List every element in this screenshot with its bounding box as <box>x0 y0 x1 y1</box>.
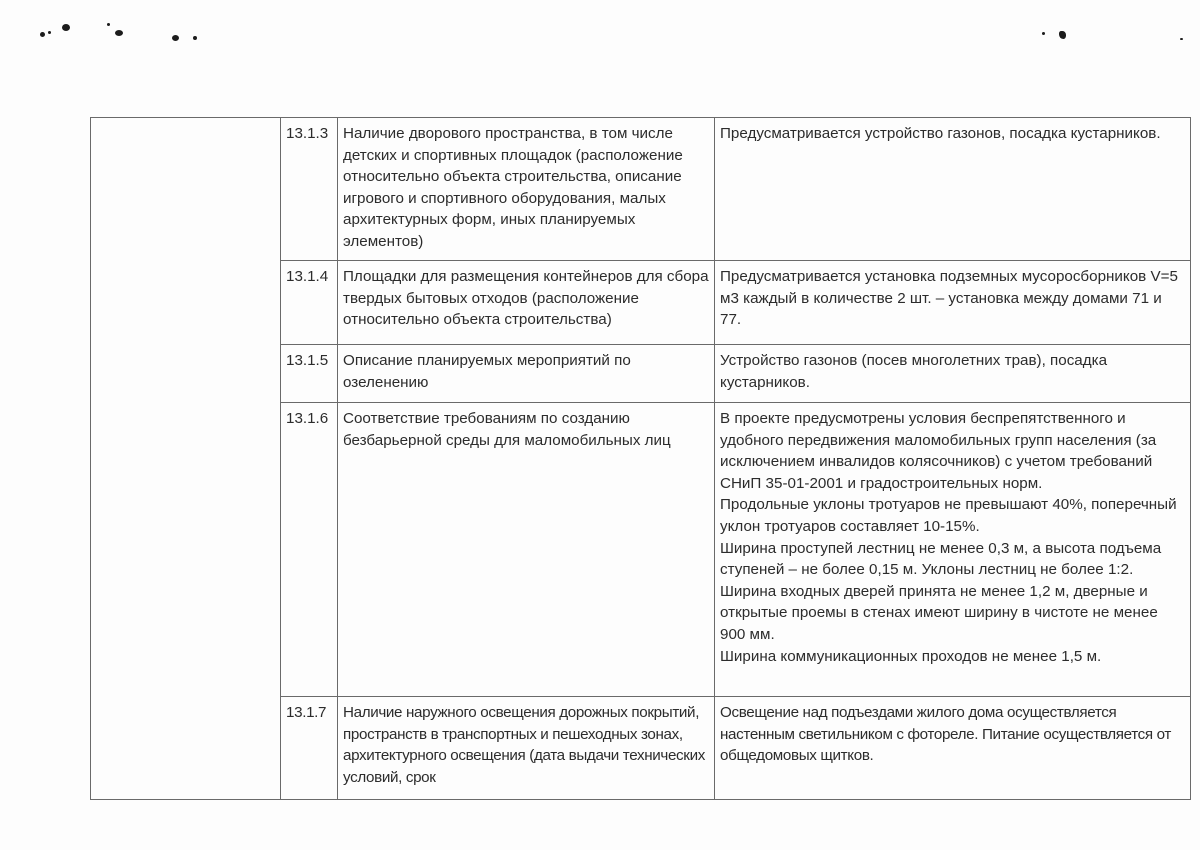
item-value <box>715 345 1191 403</box>
scan-speck <box>48 31 51 34</box>
item-description: Наличие наружного освещения дорожных покрытий, пространств в транспортных и пешеходных зонах, архитектурного освещения (дата выдачи технических условий, срок <box>338 697 715 800</box>
table-row <box>91 118 1191 261</box>
item-number: 13.1.3 <box>281 118 338 261</box>
scan-speck <box>115 30 123 36</box>
value-line: Освещение над подъездами жилого дома осуществляется настенным светильником с фотореле. Питание осуществляется от общедомовых щитков. <box>720 704 1172 765</box>
scan-speck <box>40 32 45 37</box>
value-line: Предусматривается устройство газонов, посадка кустарников. <box>720 125 1161 142</box>
item-number: 13.1.4 <box>281 261 338 345</box>
item-number: 13.1.5 <box>281 345 338 403</box>
value-line: Ширина коммуникационных проходов не менее 1,5 м. <box>720 647 1102 665</box>
scan-speck <box>62 24 70 31</box>
item-description: Площадки для размещения контейнеров для сбора твердых бытовых отходов (расположение относительно объекта строительства) <box>338 261 715 345</box>
value-line: Продольные уклоны тротуаров не превышают 40%, поперечный уклон тротуаров составляет 10-15%. <box>720 496 1177 535</box>
value-line: Ширина входных дверей принята не менее 1,2 м, дверные и открытые проемы в стенах имеют ширину в чистоте не менее 900 мм. <box>720 582 1158 643</box>
value-line: Устройство газонов (посев многолетних трав), посадка кустарников. <box>720 352 1108 391</box>
item-number: 13.1.6 <box>281 403 338 697</box>
item-description: Описание планируемых мероприятий по озеленению <box>338 345 715 403</box>
scan-speck <box>193 36 197 40</box>
requirements-table <box>90 117 1191 800</box>
value-line: Ширина проступей лестниц не менее 0,3 м, а высота подъема ступеней – не более 0,15 м. Уклоны лестниц не более 1:2. <box>720 539 1162 579</box>
item-value <box>715 697 1191 800</box>
item-value <box>715 261 1191 345</box>
section-cell-empty <box>91 118 281 800</box>
scan-speck <box>172 35 179 41</box>
scan-speck <box>1059 31 1066 39</box>
scan-speck <box>1180 38 1183 40</box>
value-line: В проекте предусмотрены условия беспрепятственного и удобного передвижения маломобильных групп населения (за исключением инвалидов колясочников) с учетом требований СНиП 35-01-2001 и градостроительных норм. <box>720 410 1157 492</box>
scan-speck <box>1042 32 1045 35</box>
item-value <box>715 403 1191 697</box>
item-number: 13.1.7 <box>281 697 338 800</box>
value-line: Предусматривается установка подземных мусоросборников V=5 м3 каждый в количестве 2 шт. – установка между домами 71 и 77. <box>720 268 1178 329</box>
item-description: Соответствие требованиям по созданию безбарьерной среды для маломобильных лиц <box>338 403 715 697</box>
scan-speck <box>107 23 110 26</box>
item-value <box>715 118 1191 261</box>
item-description: Наличие дворового пространства, в том числе детских и спортивных площадок (расположение относительно объекта строительства, описание игрового и спортивного оборудования, малых архитектурных форм, иных планируемых элементов) <box>338 118 715 261</box>
